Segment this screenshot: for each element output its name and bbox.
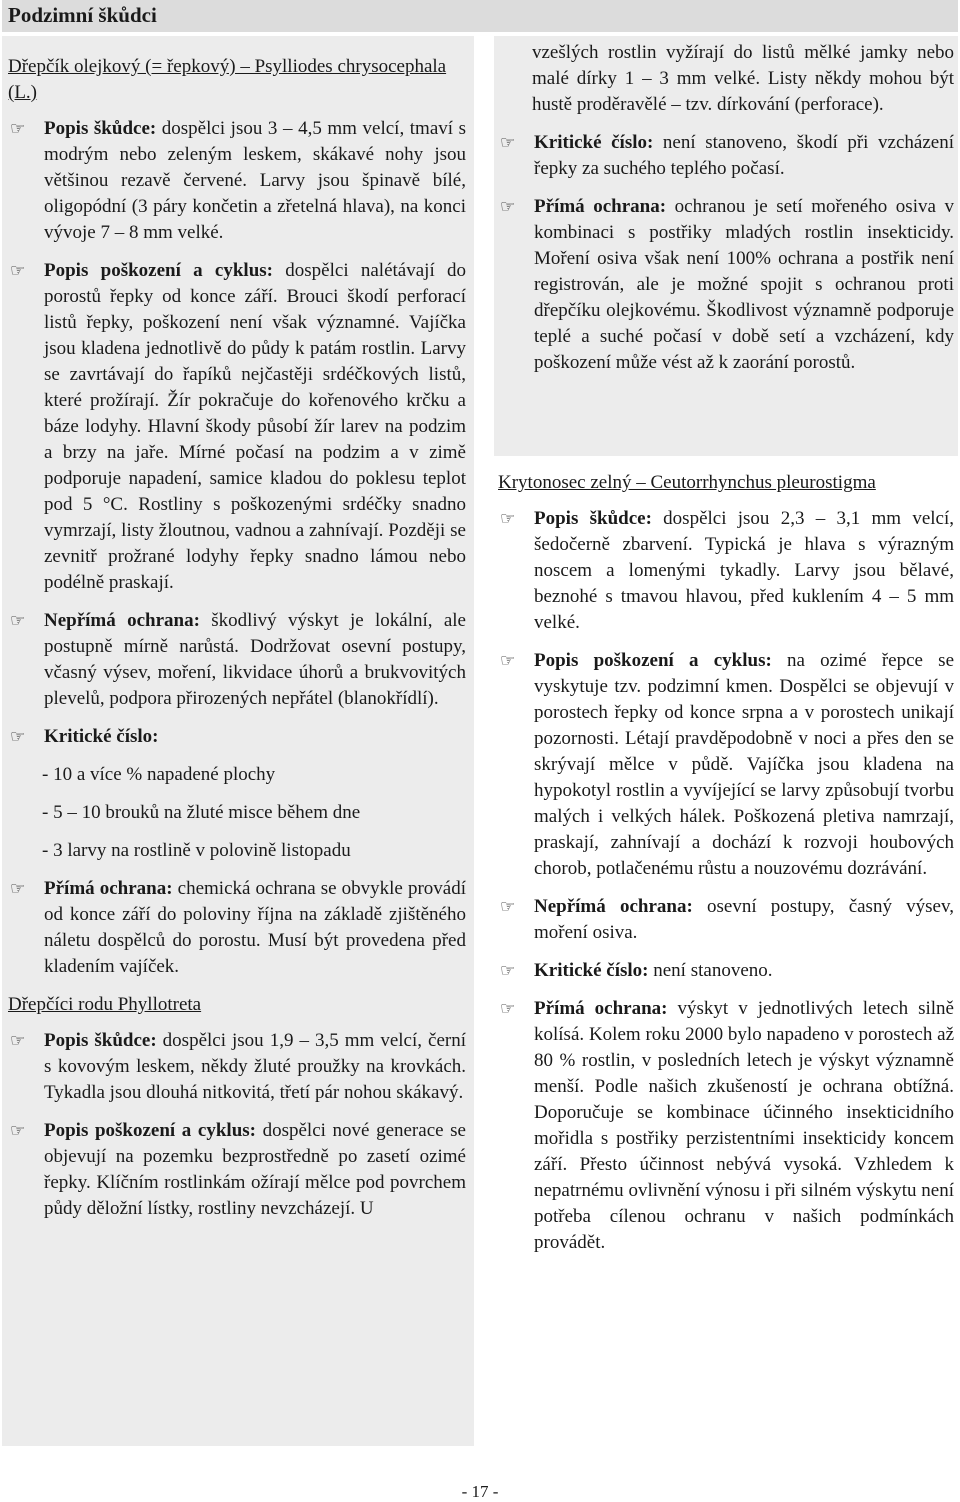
entry-text: ochranou je setí mořeného osiva v kombinaci s postřiky mladých rostlin insekticidy. Moření osiva však není 100% ochrana a postřik není registrován, ale je možné spojit s ochranou proti dřepčíku olejkovému. Škodlivost významně podporuje teplé a suché počasí v době setí a vzcházení, kdy poškození může vést až k zaorání porostů.: [534, 196, 954, 373]
section-title-psylliodes: Dřepčík olejkový (= řepkový) – Psylliodes chrysocephala (L.): [8, 56, 447, 103]
section-title-ceutorrhynchus: Krytonosec zelný – Ceutorrhynchus pleurostigma: [498, 472, 876, 493]
pointing-hand-icon: ☞: [10, 1031, 26, 1051]
entry-text: na ozimé řepce se vyskytuje tzv. podzimní kmen. Dospělci se objevují v porostech řepky od konce srpna a v porostech unikají pozornosti. Létají pravděpodobně v noci a přes den se skrývají mělce v půdě. Vajíčka jsou kladena na hypokotyl rostlin a vyvíjející se larvy způsobují tvorbu malých i velkých hálek. Poškozená pletiva namrzají, praskají, zahnívají a dochází k rozvoji houbových chorob, potlačenému růstu a nouzovému dozrávání.: [534, 650, 954, 879]
pointing-hand-icon: ☞: [10, 879, 26, 899]
pointing-hand-icon: ☞: [10, 119, 26, 139]
entry-critical-number: [498, 958, 954, 984]
entry-label: Kritické číslo:: [44, 726, 159, 747]
pointing-hand-icon: ☞: [500, 651, 516, 671]
pointing-hand-icon: ☞: [10, 727, 26, 747]
right-column-shaded: [494, 36, 958, 456]
section-title-phyllotreta: Dřepčíci rodu Phyllotreta: [8, 994, 202, 1015]
critical-item: - 5 – 10 brouků na žluté misce během dne: [42, 802, 361, 823]
entry-label: Přímá ochrana:: [44, 878, 173, 899]
pointing-hand-icon: ☞: [10, 1121, 26, 1141]
entry-direct-protection: [498, 996, 954, 1256]
pointing-hand-icon: ☞: [500, 133, 516, 153]
entry-text: dospělci jsou 2,3 – 3,1 mm velcí, šedočerně zbarvení. Typická je hlava s výrazným noscem a lomenými tykadly. Larvy jsou bělavé, beznohé s tmavou hlavou, před kuklením 4 – 5 mm velké.: [534, 508, 954, 633]
entry-text: škodlivý výskyt je lokální, ale postupně mírně narůstá. Dodržovat osevní postupy, včasný výsev, moření, likvidace úhorů a brukvovitých plevelů, podpora přirozených nepřátel (blanokřídlí).: [44, 610, 466, 709]
entry-label: Přímá ochrana:: [534, 998, 668, 1019]
entry-pest-description: [498, 506, 954, 636]
entry-text: dospělci jsou 1,9 – 3,5 mm velcí, černí s kovovým leskem, někdy žluté proužky na krovkách. Tykadla jsou dlouhá nitkovitá, třetí pár nohou skákavý.: [44, 1030, 466, 1103]
entry-text: osevní postupy, časný výsev, moření osiva.: [534, 896, 954, 943]
entry-label: Popis poškození a cyklus:: [44, 260, 273, 281]
entry-indirect-protection: [8, 608, 466, 712]
entry-label: Nepřímá ochrana:: [534, 896, 693, 917]
entry-label: Kritické číslo:: [534, 960, 649, 981]
entry-label: Popis škůdce:: [44, 118, 157, 139]
entry-text: není stanoveno.: [648, 960, 773, 981]
pointing-hand-icon: ☞: [500, 197, 516, 217]
entry-critical-number: [8, 724, 466, 750]
entry-label: Popis škůdce:: [534, 508, 652, 529]
entry-label: Nepřímá ochrana:: [44, 610, 200, 631]
entry-label: Popis poškození a cyklus:: [534, 650, 772, 671]
entry-text: chemická ochrana se obvykle provádí od konce září do poloviny října na základě zjištěného náletu dospělců do porostu. Musí být provedena před kladením vajíček.: [44, 878, 466, 977]
entry-direct-protection: [498, 194, 954, 376]
critical-item: - 3 larvy na rostlině v polovině listopadu: [42, 840, 351, 861]
left-column: [2, 36, 474, 1446]
entry-direct-protection: [8, 876, 466, 980]
pointing-hand-icon: ☞: [500, 999, 516, 1019]
entry-label: Přímá ochrana:: [534, 196, 667, 217]
entry-label: Popis škůdce:: [44, 1030, 157, 1051]
pointing-hand-icon: ☞: [500, 897, 516, 917]
entry-text: dospělci nové generace se objevují na pozemku bezprostředně po zasetí ozimé řepky. Klíčním rostlinkám ožírají mělce pod povrchem půdy děložní lístky, rostliny nevzcházejí. U: [44, 1120, 466, 1219]
entry-critical-number: [498, 130, 954, 182]
page-number: - 17 -: [461, 1482, 499, 1501]
continued-text: vzešlých rostlin vyžírají do listů mělké jamky nebo malé dírky 1 – 3 mm velké. Listy někdy mohou být hustě proděravělé – tzv. dírkování (perforace).: [532, 42, 954, 115]
pointing-hand-icon: ☞: [500, 509, 516, 529]
pointing-hand-icon: ☞: [10, 611, 26, 631]
header-bar: [2, 0, 958, 32]
entry-text: výskyt v jednotlivých letech silně kolísá. Kolem roku 2000 bylo napadeno v porostech až 80 % rostlin, v posledních letech je výskyt významně menší. Podle našich zkušeností je ochrana obtížná. Doporučuje se kombinace účinného insekticidního mořidla s postřiky perzistentními insekticidy koncem září. Přesto účinnost nebývá vysoká. Vzhledem k nepatrnému ovlivnění výnosu i při silném výskytu není potřeba cílenou ochranu v našich podmínkách provádět.: [534, 998, 954, 1253]
page-title: Podzimní škůdci: [8, 3, 157, 27]
entry-label: Popis poškození a cyklus:: [44, 1120, 256, 1141]
pointing-hand-icon: ☞: [500, 961, 516, 981]
entry-pest-description: [8, 1028, 466, 1106]
entry-damage-cycle: [8, 1118, 466, 1222]
entry-damage-cycle: [498, 648, 954, 882]
entry-label: Kritické číslo:: [534, 132, 654, 153]
critical-item: - 10 a více % napadené plochy: [42, 764, 276, 785]
entry-indirect-protection: [498, 894, 954, 946]
entry-damage-cycle: [8, 258, 466, 596]
entry-pest-description: [8, 116, 466, 246]
right-column-lower: [494, 470, 958, 1268]
entry-text: není stanoveno, škodí při vzcházení řepky za suchého teplého počasí.: [534, 132, 954, 179]
entry-text: dospělci jsou 3 – 4,5 mm velcí, tmaví s modrým nebo zeleným leskem, skákavé nohy jsou většinou rezavě červené. Larvy jsou špinavě bílé, oligopódní (3 páry končetin a zřetelná hlava), na konci vývoje 7 – 8 mm velké.: [44, 118, 467, 243]
pointing-hand-icon: ☞: [10, 261, 26, 281]
entry-text: dospělci nalétávají do porostů řepky od konce září. Brouci škodí perforací listů řepky, poškození není však významné. Vajíčka jsou kladena jednotlivě do půdy k patám rostlin. Larvy se zavrtávají do řapíků nejčastěji srdéčkových listů, které prožírají. Žír pokračuje do kořenového krčku a báze lodyhy. Hlavní škody působí žír larev na podzim a brzy na jaře. Mírné počasí na podzim a v zimě podporuje napadení, samice kladou do poklesu teplot pod 5 °C. Rostliny s poškozenými srdéčky snadno vymrzají, listy žloutnou, vadnou a zahnívají. Později se zevnitř prožrané lodyhy řepky snadno lámou nebo podélně praskají.: [44, 260, 467, 593]
